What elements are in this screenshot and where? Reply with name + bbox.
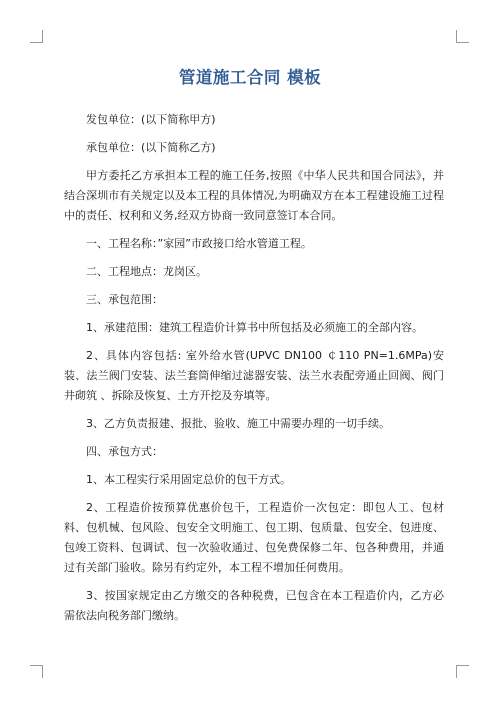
- section-heading-scope: 三、承包范围：: [86, 293, 163, 306]
- crop-mark-bottom-right: [456, 665, 469, 678]
- paragraph-scope-1: 1、承建范围：建筑工程造价计算书中所包括及必须施工的全部内容。: [86, 321, 423, 334]
- paragraph-scope-2: 2、具体内容包括: 室外给水管(UPVC DN100 ￠110 PN=1.6MPa)安装、法兰阀门安装、法兰套筒伸缩过滤器安装、法兰水表配旁通止回阀、阀门井砌筑 、拆除及恢复、土方开挖及夯填等。: [64, 349, 444, 402]
- paragraph-method-1: 1、本工程实行采用固定总价的包干方式。: [86, 473, 291, 486]
- section-heading-contract-method: 四、承包方式：: [86, 445, 163, 458]
- paragraph-project-name: 一、工程名称：”家园”市政接口给水管道工程。: [86, 237, 312, 250]
- paragraph-method-2: 2、工程造价按预算优惠价包干，工程造价一次包定：即包人工、包材料、包机械、包风险、包安全文明施工、包工期、包质量、包安全、包进度、包竣工资料、包调试、包一次验收通过、包免费保修二年、包各种费用，并通过有关部门验收。除另有约定外，本工程不增加任何费用。: [64, 501, 444, 574]
- crop-mark-top-left: [30, 30, 43, 43]
- paragraph-contractor: 发包单位：(以下简称甲方): [86, 113, 216, 126]
- paragraph-project-location: 二、工程地点：龙岗区。: [86, 265, 207, 278]
- paragraph-preamble: 甲方委托乙方承担本工程的施工任务,按照《中华人民共和国合同法》，并结合深圳市有关规定以及本工程的具体情况,为明确双方在本工程建设施工过程中的责任、权利和义务,经双方协商一致同意签订本合同。: [64, 169, 444, 222]
- paragraph-scope-3: 3、乙方负责报建、报批、验收、施工中需要办理的一切手续。: [86, 417, 390, 430]
- crop-mark-top-right: [456, 30, 469, 43]
- document-title: 管道施工合同 模板: [178, 68, 322, 87]
- paragraph-method-3: 3、按国家规定由乙方缴交的各种税费，已包含在本工程造价内，乙方必需依法向税务部门缴纳。: [64, 589, 444, 622]
- crop-mark-bottom-left: [30, 665, 43, 678]
- document-body: [64, 110, 444, 626]
- paragraph-subcontractor: 承包单位：(以下简称乙方): [86, 141, 216, 154]
